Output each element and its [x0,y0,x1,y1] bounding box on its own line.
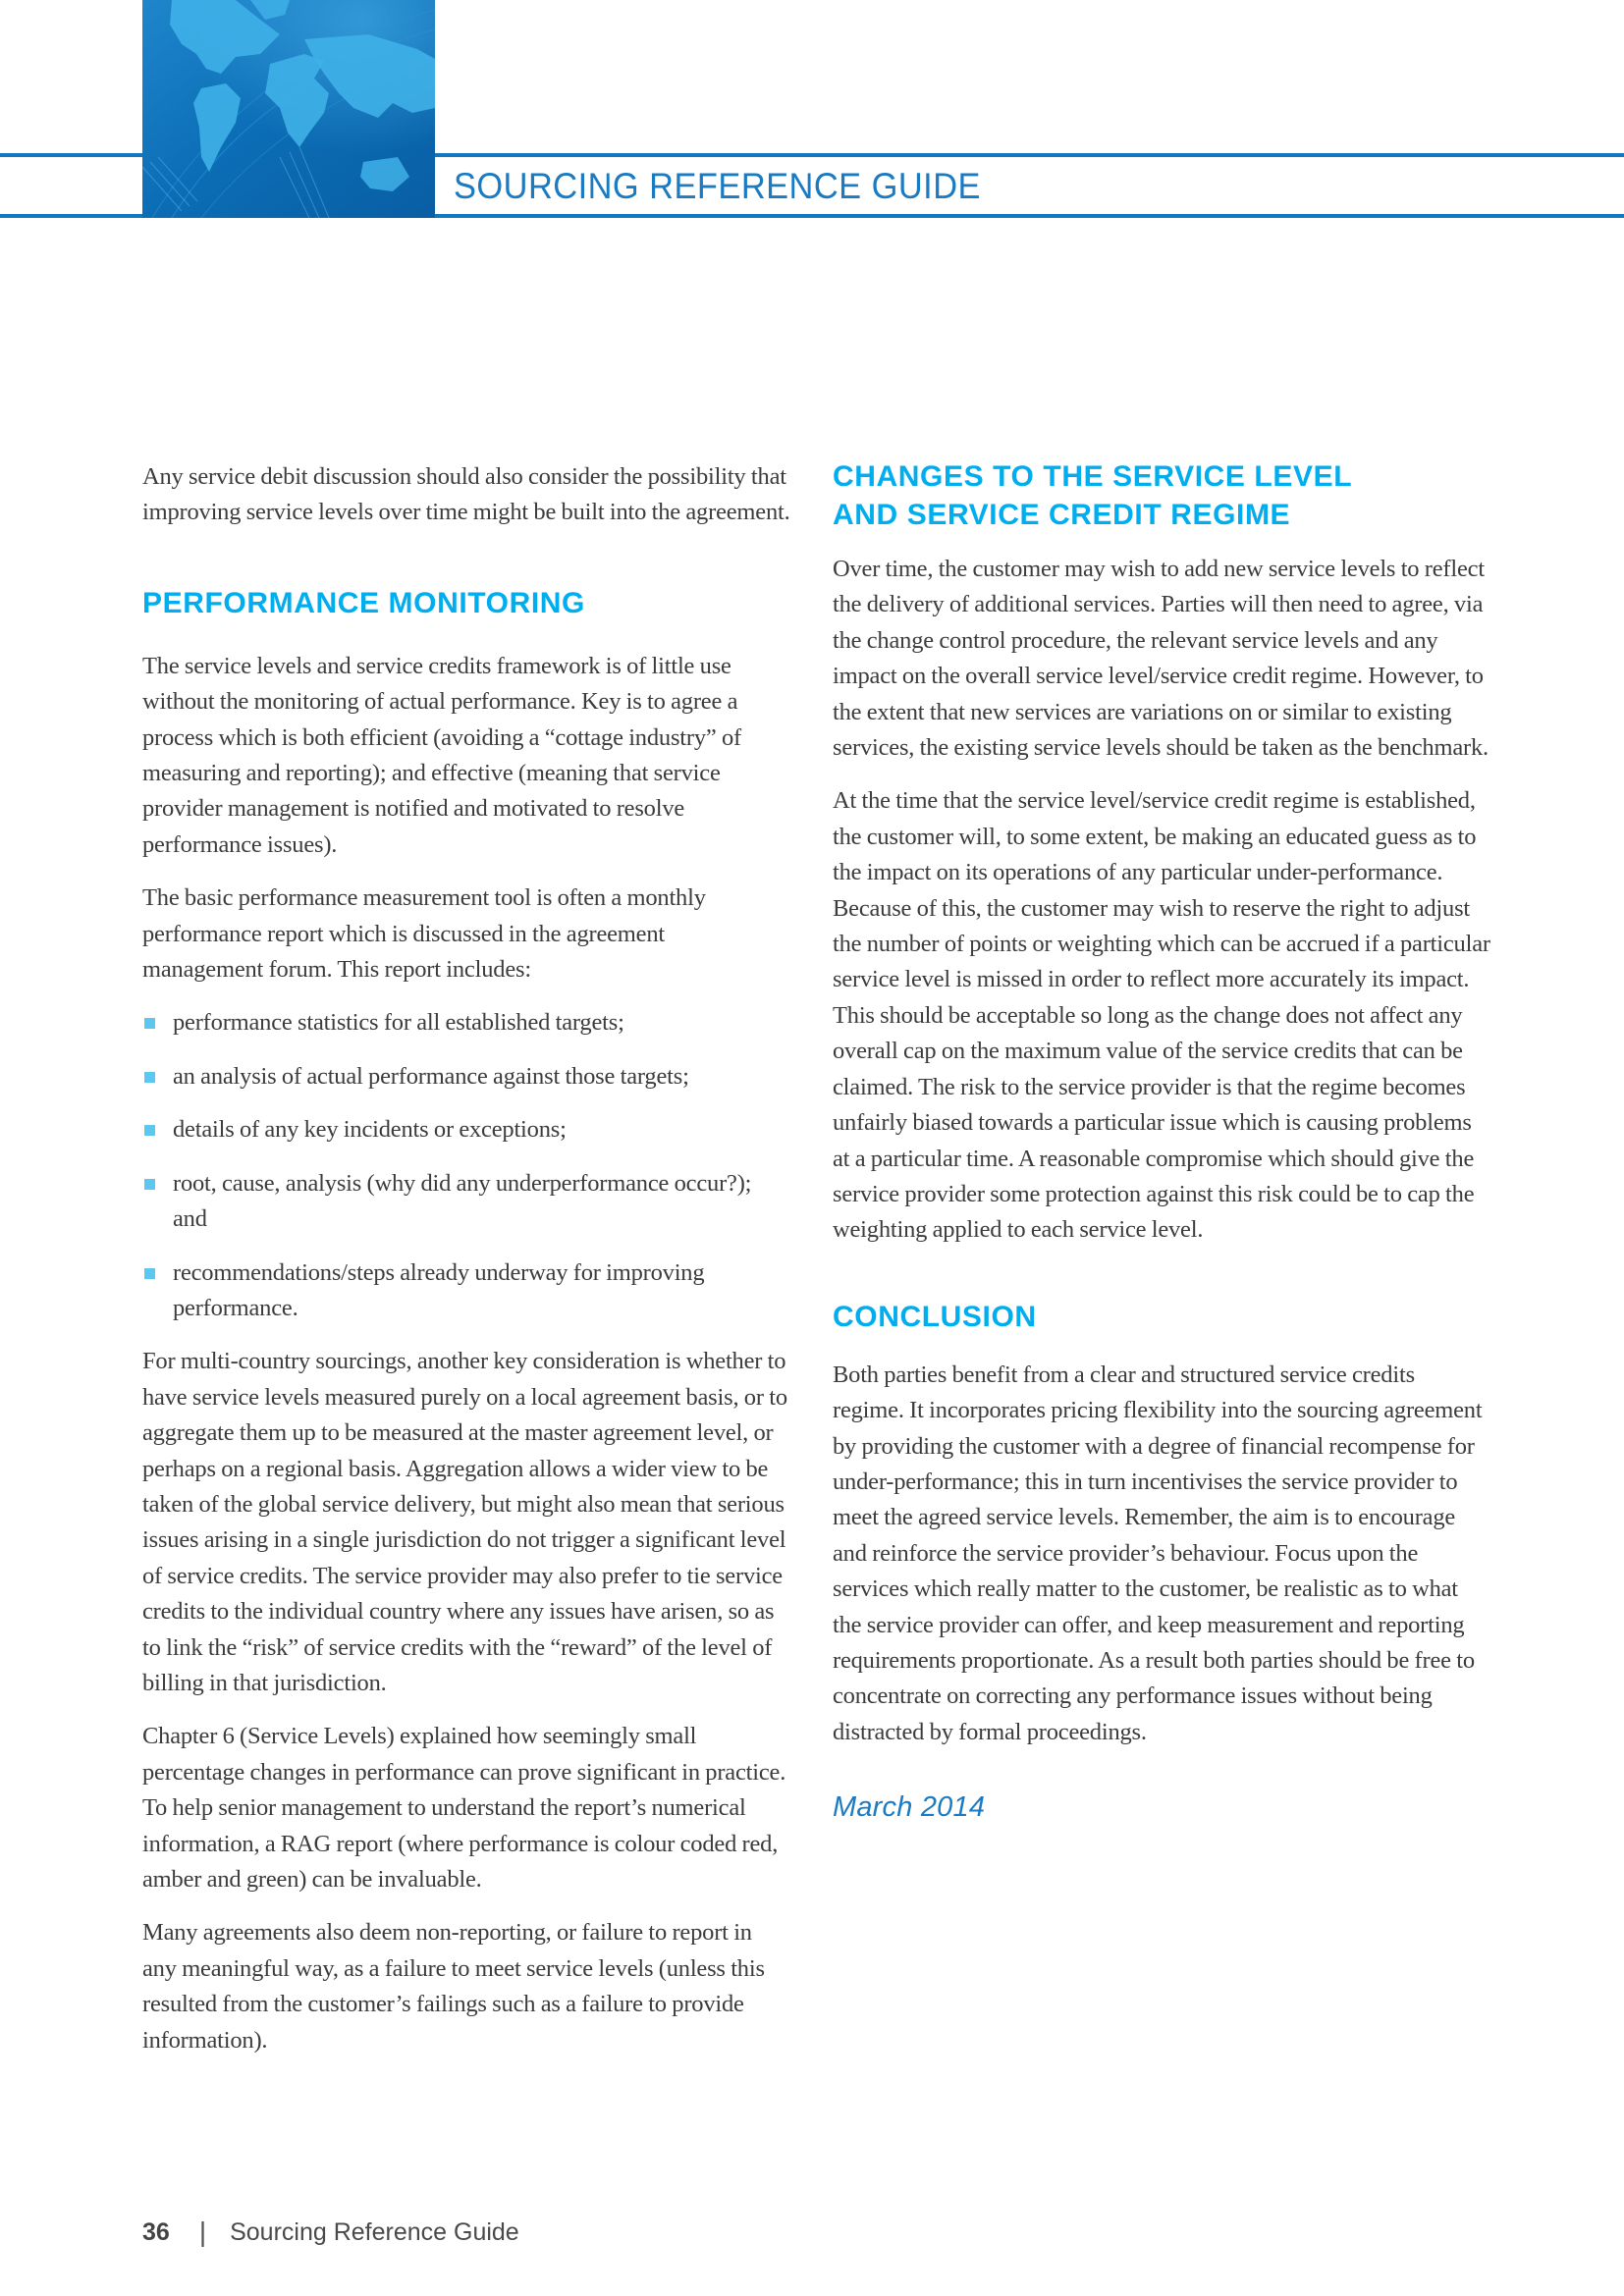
non-reporting-paragraph: Many agreements also deem non-reporting, or failure to report in any meaningful way, as a failure to meet service levels (unless this resulted from the customer’s failings such as a failure to provide information). [142,1919,765,2054]
report-paragraph: The basic performance measurement tool is often a monthly performance report which is discussed in the agreement management forum. This report includes: [142,884,706,984]
page-number: 36 [142,2217,170,2246]
weighting-adjustment-paragraph: At the time that the service level/service credit regime is established, the customer will, to some extent, be making an educated guess as to the impact on its operations of any particular under-performance. Because of this, the customer may wish to reserve the right to adjust the number of points or weighting which can be accrued if a particular service level is missed in order to reflect more accurately its impact. This should be acceptable so long as the change does not affect any overall cap on the maximum value of the service credits that can be claimed. The risk to the service provider is that the regime becomes unfairly biased towards a particular issue which is causing problems at a particular time. A reasonable compromise which should give the service provider some protection against this risk could be to cap the weighting applied to each service level. [833,787,1490,1244]
conclusion-heading: CONCLUSION [833,1300,1037,1333]
conclusion-paragraph: Both parties benefit from a clear and structured service credits regime. It incorporates pricing flexibility into the sourcing agreement by providing the customer with a degree of financial recompense for under-performance; this in turn incentivises the service provider to meet the agreed service levels. Remember, the aim is to encourage and reinforce the service provider’s behaviour. Focus upon the services which really matter to the customer, be realistic as to what the service provider can offer, and keep measurement and reporting requirements proportionate. As a result both parties should be free to concentrate on correcting any performance issues without being distracted by formal proceedings. [833,1361,1483,1745]
framework-paragraph: The service levels and service credits framework is of little use without the monitoring of actual performance. Key is to agree a process which is both efficient (avoiding a “cottage industry” of measuring and reporting); and effective (meaning that service provider management is notified and motivated to resolve performance issues). [142,652,742,858]
page-footer [142,2216,519,2248]
publication-date: March 2014 [833,1791,986,1824]
changes-heading-line-2: AND SERVICE CREDIT REGIME [833,499,1291,531]
square-bullet-icon [144,1125,155,1136]
multi-country-paragraph: For multi-country sourcings, another key consideration is whether to have service levels measured purely on a local agreement basis, or to aggregate them up to be measured at the master agreement level, or perhaps on a regional basis. Aggregation allows a wider view to be taken of the global service delivery, but might also mean that serious issues arising in a single jurisdiction do not trigger a significant level of service credits. The service provider may also prefer to tie service credits to the individual country where any issues have arisen, so as to link the “risk” of service credits with the “reward” of the level of billing in that jurisdiction. [142,1348,787,1696]
performance-monitoring-heading: PERFORMANCE MONITORING [142,586,585,619]
list-item-text: an analysis of actual performance against those targets; [173,1062,689,1090]
list-item-text: performance statistics for all established targets; [173,1009,624,1037]
footer-separator: | [198,2216,207,2247]
right-column [833,457,1490,1824]
changes-heading [833,457,1490,534]
square-bullet-icon [144,1018,155,1029]
publication-name: Sourcing Reference Guide [230,2217,519,2246]
list-item [142,1005,790,1041]
rag-report-paragraph: Chapter 6 (Service Levels) explained how seemingly small percentage changes in performance can prove significant in practice. To help senior management to understand the report’s numerical information, a RAG report (where performance is colour coded red, amber and green) can be invaluable. [142,1723,786,1893]
list-item-text: root, cause, analysis (why did any underperformance occur?); and [173,1169,752,1233]
square-bullet-icon [144,1072,155,1083]
square-bullet-icon [144,1179,155,1190]
list-item [142,1112,790,1148]
report-contents-list [142,1005,790,1326]
list-item [142,1255,790,1327]
changes-heading-line-1: CHANGES TO THE SERVICE LEVEL [833,460,1353,493]
list-item-text: details of any key incidents or exceptions; [173,1116,567,1144]
intro-paragraph: Any service debit discussion should also consider the possibility that improving service levels over time might be built into the agreement. [142,463,790,526]
left-column [142,459,790,2076]
square-bullet-icon [144,1268,155,1279]
guide-title: SOURCING REFERENCE GUIDE [454,166,981,206]
world-map-banner-image [142,0,435,218]
list-item-text: recommendations/steps already underway for improving performance. [173,1258,705,1321]
list-item [142,1166,790,1238]
new-service-levels-paragraph: Over time, the customer may wish to add new service levels to reflect the delivery of additional services. Parties will then need to agree, via the change control procedure, the relevant service levels and any impact on the overall service level/service credit regime. However, to the extent that new services are variations on or similar to existing services, the existing service levels should be taken as the benchmark. [833,556,1489,762]
list-item [142,1059,790,1095]
